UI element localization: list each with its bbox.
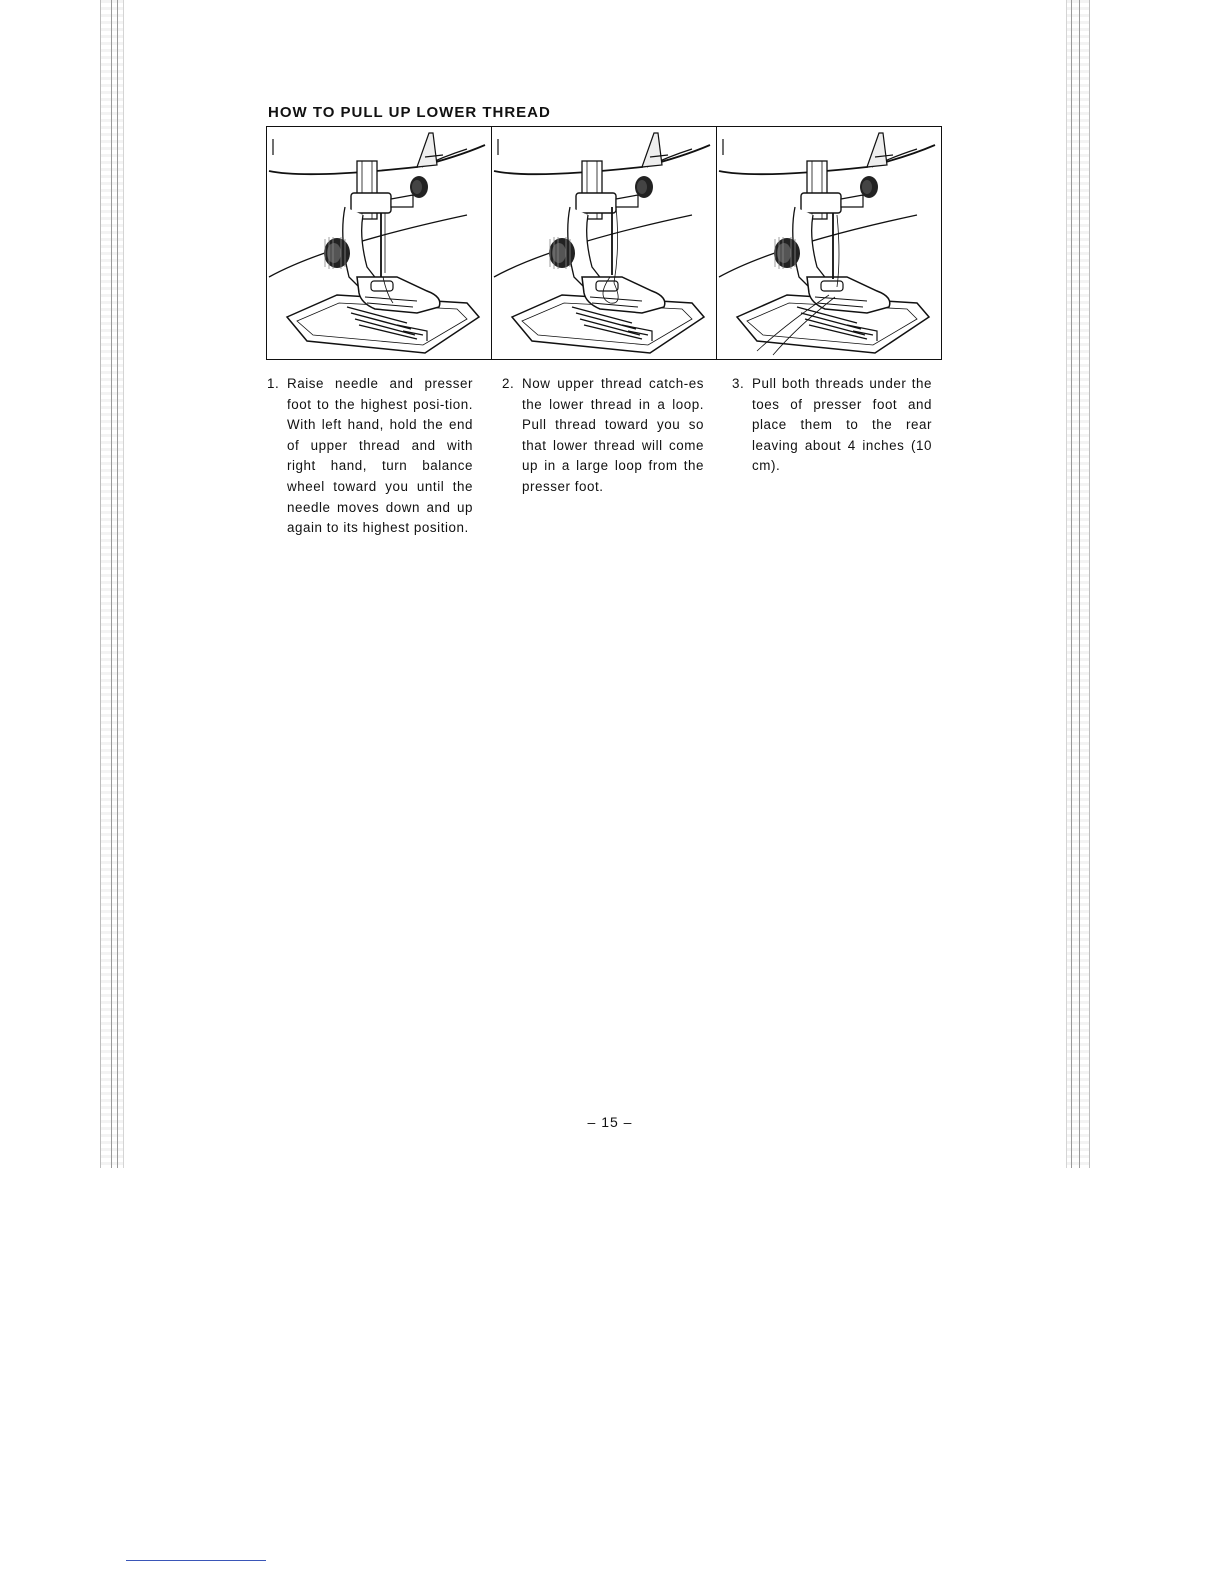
figure-row: [266, 126, 942, 360]
step-text: Pull both threads under the toes of presser foot and place them to the rear leaving about 4 inches (10 cm).: [752, 376, 932, 474]
scan-edge-left: [100, 0, 124, 1168]
instruction-step-3: [732, 374, 932, 477]
sewing-threads-pulled-back-icon: [717, 127, 941, 359]
step-number: 2.: [502, 376, 515, 391]
sewing-presser-foot-raised-icon: [267, 127, 491, 359]
step-number: 3.: [732, 376, 745, 391]
instruction-step-1: [267, 374, 473, 539]
page-number: – 15 –: [587, 1114, 633, 1130]
sewing-thread-loop-icon: [492, 127, 716, 359]
scan-edge-right: [1066, 0, 1090, 1168]
figure-panel-2: [491, 127, 716, 359]
figure-panel-3: [716, 127, 941, 359]
footer-rule: [126, 1560, 266, 1561]
step-number: 1.: [267, 376, 280, 391]
section-title: HOW TO PULL UP LOWER THREAD: [268, 104, 551, 121]
step-text: Raise needle and presser foot to the highest posi-tion. With left hand, hold the end of upper thread and with right hand, turn balance wheel toward you until the needle moves down and up again to its highest position.: [287, 376, 473, 536]
instruction-step-2: [502, 374, 704, 498]
figure-panel-1: [267, 127, 491, 359]
step-text: Now upper thread catch-es the lower thread in a loop. Pull thread toward you so that lower thread will come up in a large loop from the presser foot.: [522, 376, 704, 494]
